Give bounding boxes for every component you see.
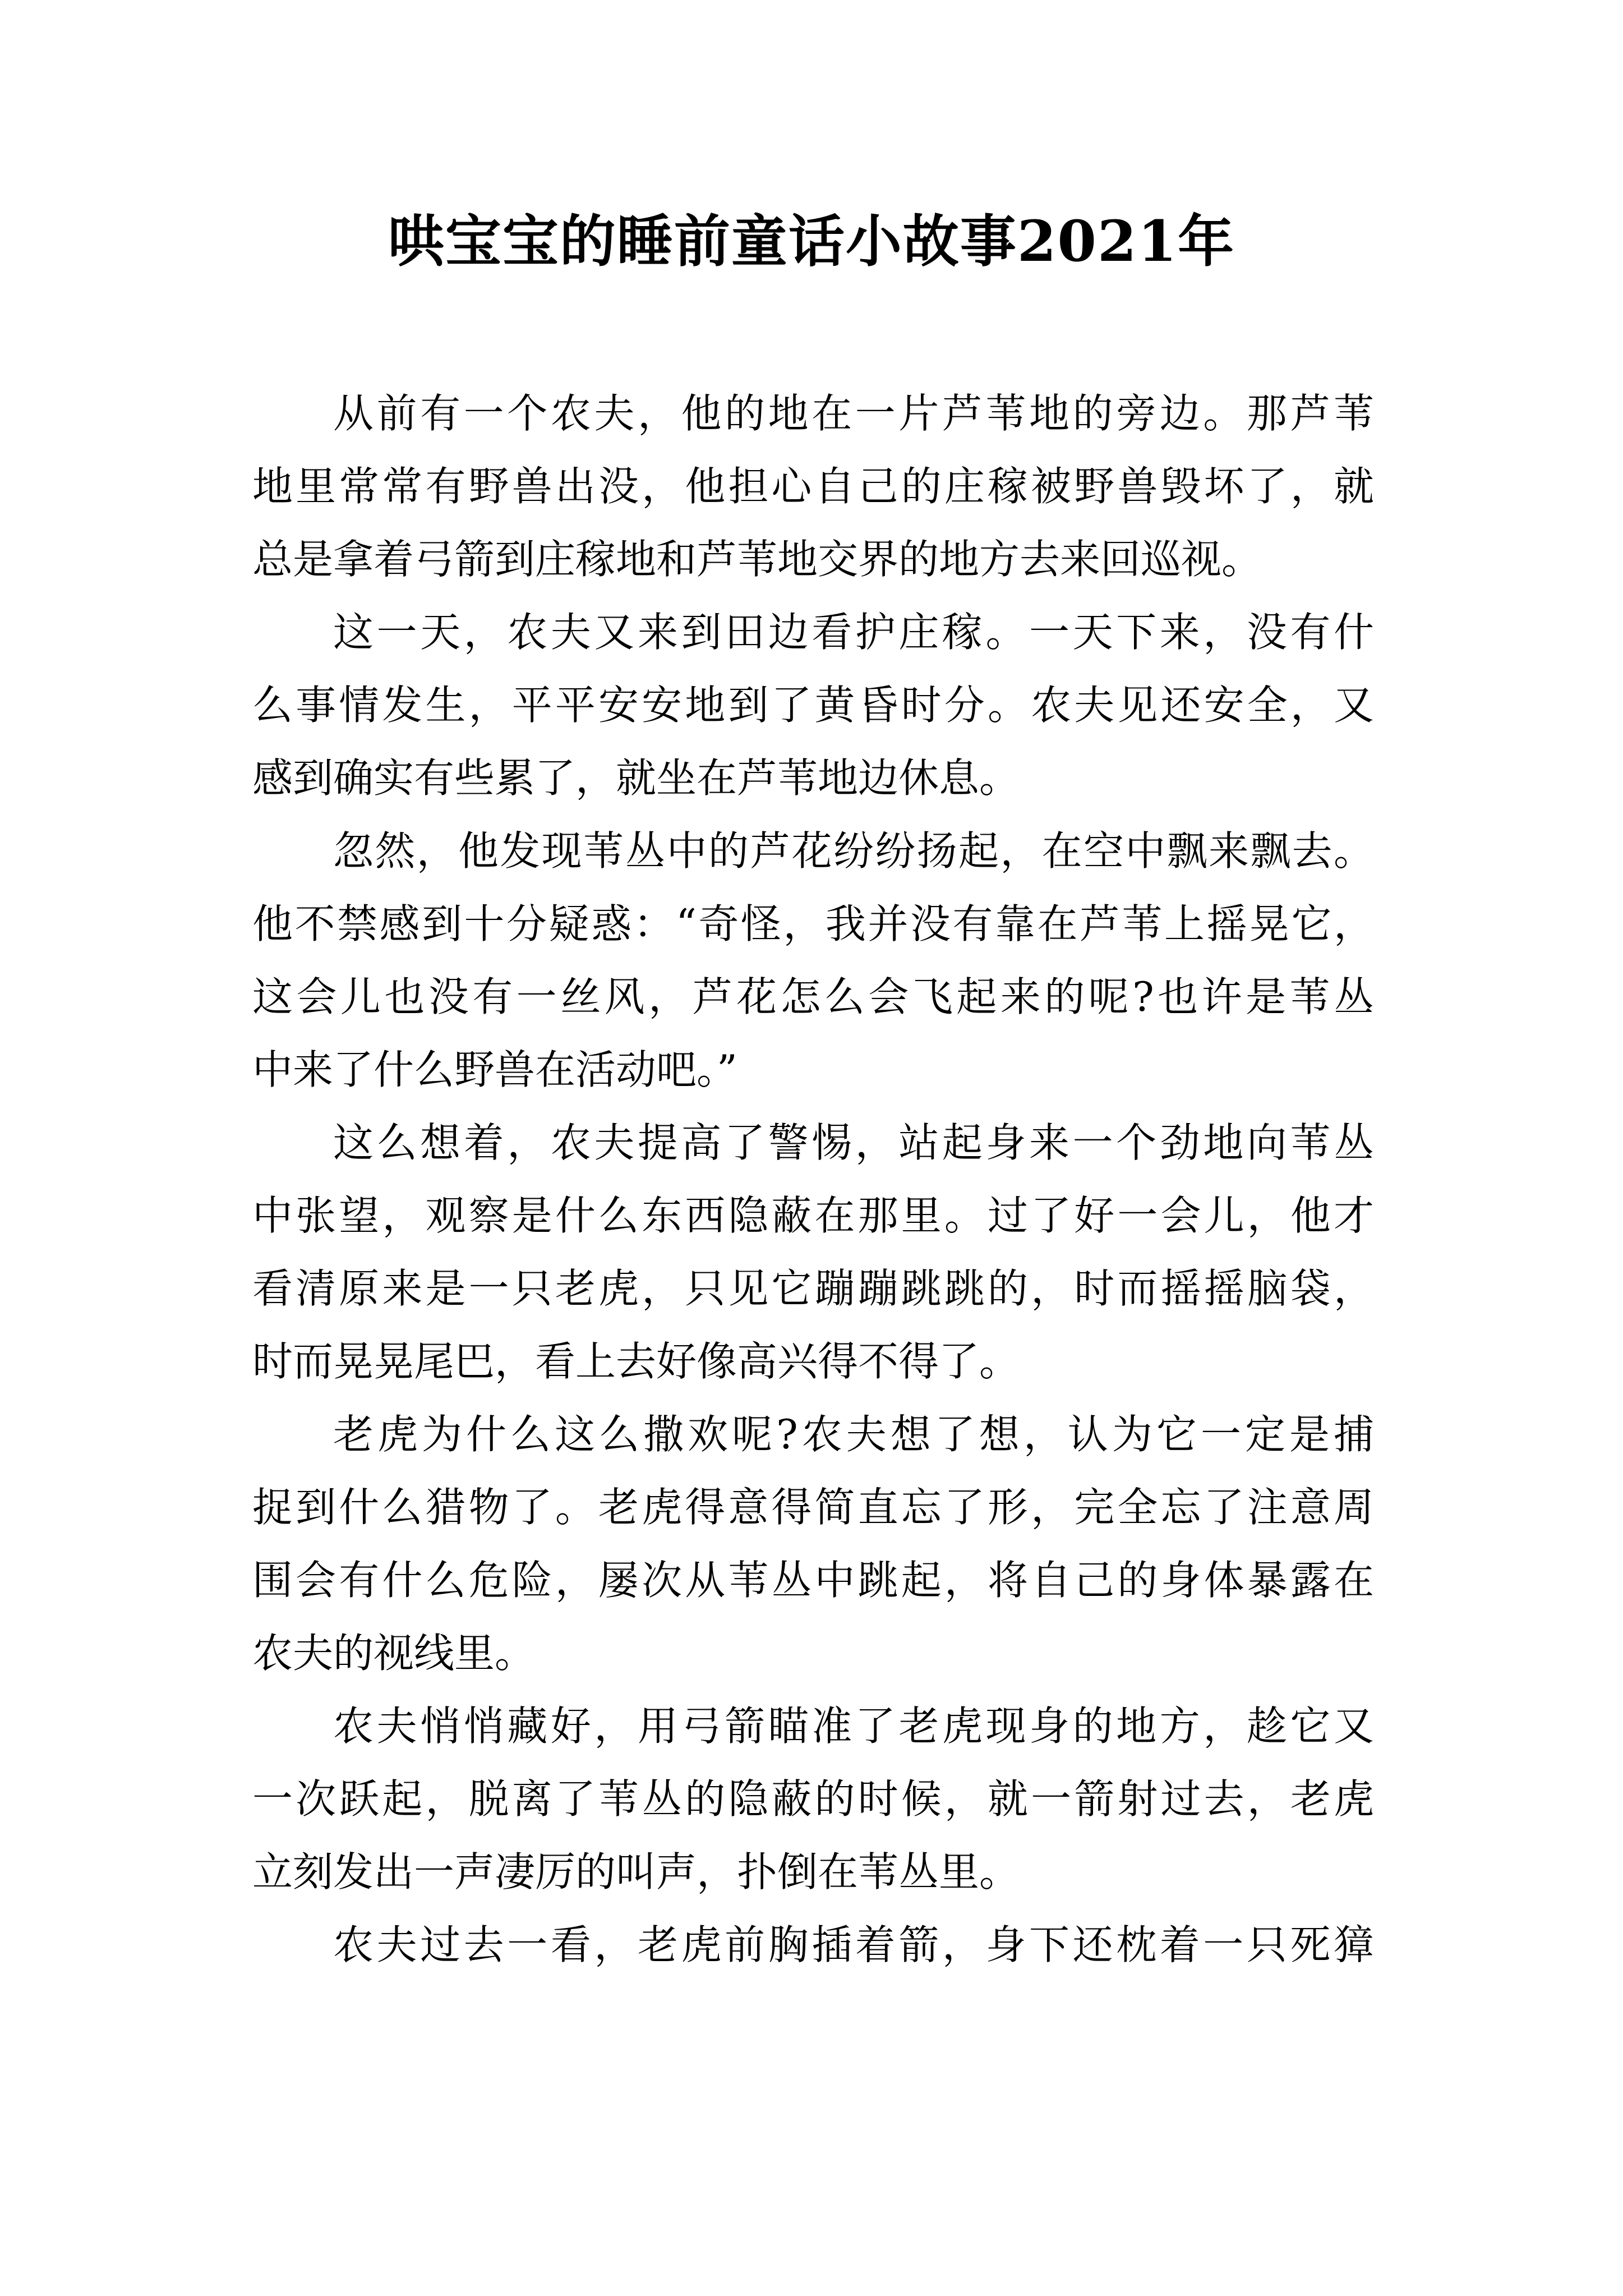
paragraph-line: 么事情发生，平平安安地到了黄昏时分。农夫见还安全，又 [252,682,1374,729]
paragraph-line: 看清原来是一只老虎，只见它蹦蹦跳跳的，时而摇摇脑袋， [252,1265,1374,1312]
paragraph-line: 老虎为什么这么撒欢呢?农夫想了想，认为它一定是捕 [333,1411,1374,1458]
paragraph-line: 总是拿着弓箭到庄稼地和芦苇地交界的地方去来回巡视。 [252,536,1262,583]
paragraph-line: 他不禁感到十分疑惑：“奇怪，我并没有靠在芦苇上摇晃它， [252,900,1374,947]
paragraph-line: 农夫的视线里。 [252,1630,536,1677]
paragraph-1 [252,377,1374,596]
paragraph-4 [252,1106,1374,1398]
paragraph-7 [252,1908,1374,1981]
paragraph-line: 中张望，观察是什么东西隐蔽在那里。过了好一会儿，他才 [252,1192,1374,1239]
paragraph-5 [252,1398,1374,1690]
paragraph-line: 忽然，他发现苇丛中的芦花纷纷扬起，在空中飘来飘去。 [333,827,1374,875]
paragraph-line: 围会有什么危险，屡次从苇丛中跳起，将自己的身体暴露在 [252,1557,1374,1604]
paragraph-line: 这会儿也没有一丝风，芦花怎么会飞起来的呢?也许是苇丛 [252,973,1374,1020]
paragraph-line: 农夫悄悄藏好，用弓箭瞄准了老虎现身的地方，趁它又 [333,1703,1374,1750]
paragraph-6 [252,1690,1374,1908]
paragraph-line: 时而晃晃尾巴，看上去好像高兴得不得了。 [252,1338,1020,1385]
paragraph-line: 捉到什么猎物了。老虎得意得简直忘了形，完全忘了注意周 [252,1484,1374,1531]
document-body [252,377,1374,1981]
paragraph-line: 从前有一个农夫，他的地在一片芦苇地的旁边。那芦苇 [333,390,1374,437]
document-title: 哄宝宝的睡前童话小故事2021年 [388,208,1235,274]
paragraph-line: 一次跃起，脱离了苇丛的隐蔽的时候，就一箭射过去，老虎 [252,1775,1374,1823]
paragraph-line: 这一天，农夫又来到田边看护庄稼。一天下来，没有什 [333,609,1374,656]
paragraph-line: 中来了什么野兽在活动吧。” [252,1046,737,1093]
paragraph-line: 农夫过去一看，老虎前胸插着箭，身下还枕着一只死獐 [333,1921,1374,1968]
paragraph-line: 感到确实有些累了，就坐在芦苇地边休息。 [252,754,1020,802]
paragraph-line: 地里常常有野兽出没，他担心自己的庄稼被野兽毁坏了，就 [252,463,1374,510]
paragraph-2 [252,596,1374,815]
paragraph-line: 立刻发出一声凄厉的叫声，扑倒在苇丛里。 [252,1848,1020,1895]
paragraph-3 [252,815,1374,1106]
paragraph-line: 这么想着，农夫提高了警惕，站起身来一个劲地向苇丛 [333,1119,1374,1166]
